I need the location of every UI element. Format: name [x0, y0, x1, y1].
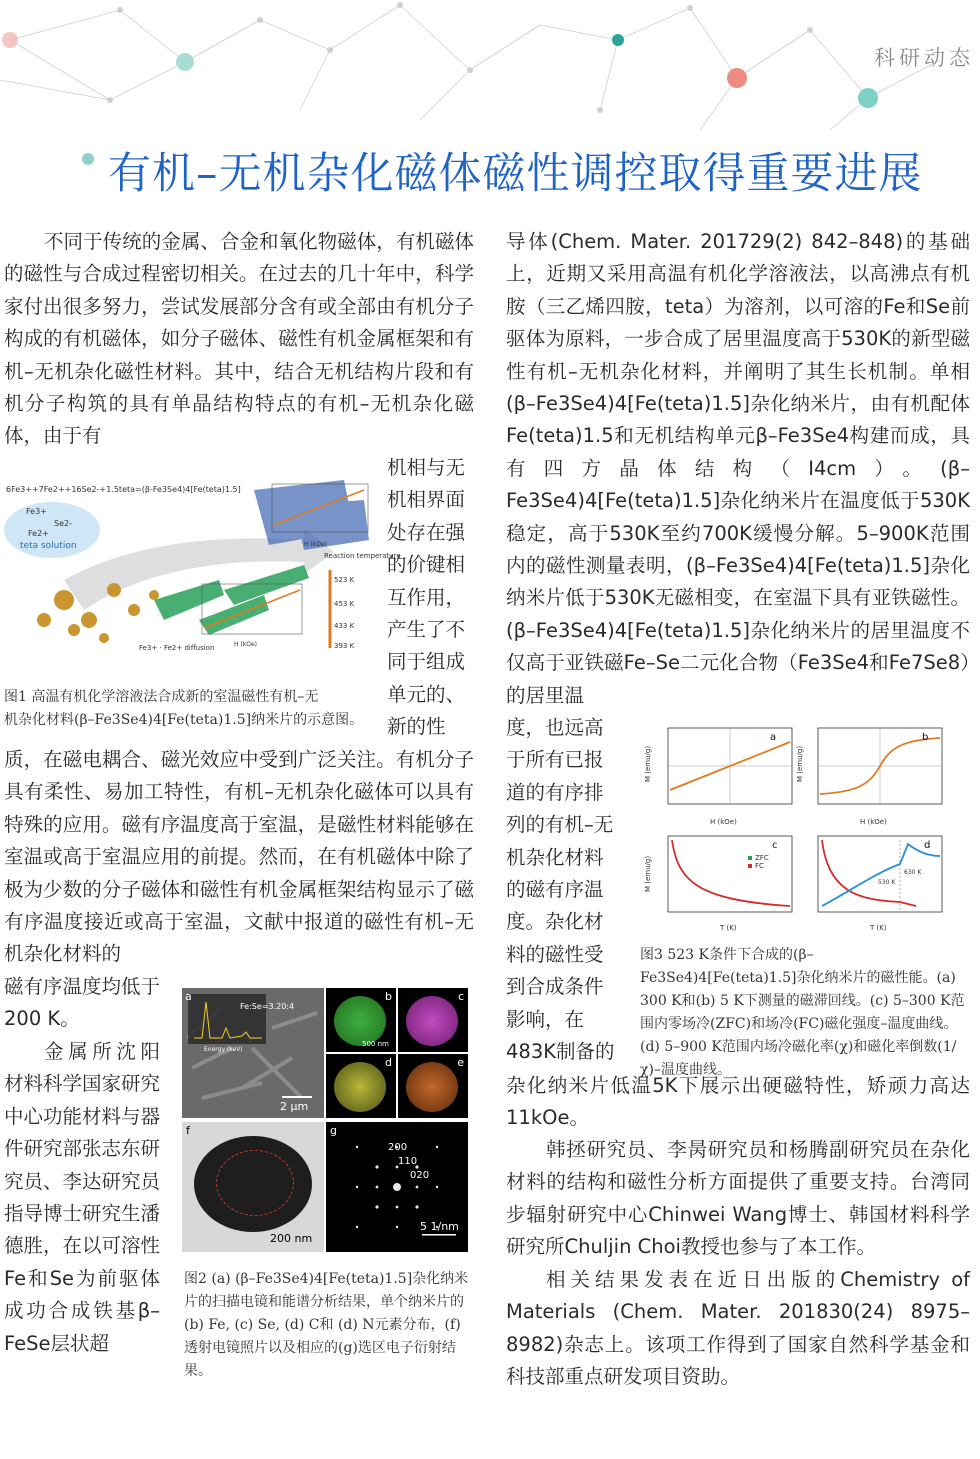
fig3-b-ylabel: M (emu/g) — [796, 745, 804, 782]
fig1-temp-3: 433 K — [334, 622, 355, 630]
fig2-energy: Energy (keV) — [204, 1046, 243, 1053]
fig3-panel-a — [644, 728, 792, 826]
fig3-label-b: b — [922, 732, 929, 743]
figure-2-caption: 图2 (a) (β–Fe3Se4)4[Fe(teta)1.5]杂化纳米片的扫描电镜和能谱分析结果，单个纳米片的(b) Fe, (c) Se, (d) C和 (d) N元素分布，(f)透射电镜照片以及相应的(g)选区电子衍射结果。 — [184, 1271, 469, 1379]
fig1-ion-se: Se2- — [54, 519, 72, 528]
fig1-equation: 6Fe3++7Fe2++16Se2-+1.5teta=(β-Fe3Se4)4[Fe(teta)1.5] — [6, 485, 241, 494]
fig3-c-ylabel: M (emu/g) — [644, 855, 652, 892]
fig2-spot-020: 020 — [410, 1170, 430, 1181]
right-para-2: 韩拯研究员、李昺研究员和杨腾副研究员在杂化材料的结构和磁性分析方面提供了重要支持。台湾同步辐射研究中心Chinwei Wang博士、韩国材料科学研究所Chuljin Choi教授也参与了本工作。 — [506, 1138, 970, 1259]
fig1-ion-fe3: Fe3+ — [26, 507, 47, 516]
fig2-scale-b: 500 nm — [362, 1040, 389, 1048]
article-title: 有机–无机杂化磁体磁性调控取得重要进展 — [108, 149, 923, 199]
figure-2-micrographs — [182, 988, 468, 1252]
fig2-ratio: Fe:Se=3.20:4 — [240, 1002, 295, 1011]
fig2-panel-e — [398, 1054, 468, 1118]
fig1-diffusion: Fe3+ · Fe2+ diffusion — [139, 644, 215, 652]
fig2-panel-b — [326, 988, 396, 1052]
fig1-temp-1: 523 K — [334, 576, 355, 584]
fig1-caption-l2: 机杂化材料(β–Fe3Se4)4[Fe(teta)1.5]纳米片的示意图。 — [4, 712, 364, 728]
fig1-axis: H (kOe) — [234, 641, 257, 648]
fig3-630k: 630 K — [904, 869, 922, 876]
fig1-temp-4: 393 K — [334, 642, 355, 650]
left-para-1: 不同于传统的金属、合金和氧化物磁体，有机磁体的磁性与合成过程密切相关。在过去的几十年中，科学家付出很多努力，尝试发展部分含有或全部由有机分子构成的有机磁体，如分子磁体、磁性有机金属框架和有机–无机杂化磁性材料。其中，结合无机结构片段和有机分子构筑的具有单晶结构特点的有机–无机杂化磁体，由于有 — [4, 230, 474, 448]
fig3-fc: FC — [755, 862, 764, 870]
figure-3-caption: 图3 523 K条件下合成的(β–Fe3Se4)4[Fe(teta)1.5]杂化纳米片的磁性能。(a) 300 K和(b) 5 K下测量的磁滞回线。(c) 5–300 K范围内零场冷(ZFC)和场冷(FC)磁化强度–温度曲线。(d) 5–900 K范围内场冷磁化率(χ)和磁化率倒数(1/χ)–温度曲线。 — [640, 947, 965, 1078]
fig2-panel-a — [182, 988, 324, 1118]
fig2-label-e: e — [457, 1056, 464, 1069]
right-para-3: 相关结果发表在近日出版的Chemistry of Materials (Chem. Mater. 201830(24) 8975–8982)杂志上。该项工作得到了国家自然科学基金和科技部重点研发项目资助。 — [506, 1268, 970, 1389]
figure-1-caption — [4, 686, 384, 732]
fig2-label-a: a — [185, 990, 192, 1003]
fig2-spot-200: 200 — [388, 1142, 408, 1153]
title-bullet — [82, 153, 94, 165]
fig1-axis-top: H (kOe) — [304, 541, 327, 548]
fig1-reaction-label: Reaction temperature — [324, 552, 401, 560]
fig2-label-b: b — [385, 990, 392, 1003]
fig1-solution-label: teta solution — [20, 541, 77, 551]
fig2-scale-a: 2 μm — [280, 1100, 309, 1113]
fig3-530k: 530 K — [878, 879, 896, 886]
fig2-panel-c — [398, 988, 468, 1052]
section-label: 科研动态 — [874, 46, 974, 70]
fig3-a-xlabel: H (kOe) — [710, 818, 737, 826]
figure-3-magnetic-plots — [638, 722, 970, 932]
fig2-panel-g — [326, 1122, 468, 1252]
fig3-panel-b — [796, 728, 942, 826]
fig1-ion-fe2: Fe2+ — [28, 529, 49, 538]
network-decoration — [0, 0, 980, 140]
fig2-panel-f — [182, 1122, 324, 1252]
figure-1-schematic — [4, 470, 401, 658]
fig1-caption-l1: 图1 高温有机化学溶液法合成新的室温磁性有机–无 — [4, 689, 319, 705]
left-para-1-side: 机相与无机相界面处存在强的价键相互作用，产生了不同于组成单元的、新的性 — [387, 456, 466, 739]
fig3-zfc: ZFC — [755, 854, 769, 862]
fig2-scale-f: 200 nm — [270, 1232, 313, 1245]
fig1-temp-2: 453 K — [334, 600, 355, 608]
fig3-d-xlabel: T (K) — [870, 924, 887, 932]
fig2-scale-g: 5 1/nm — [420, 1220, 459, 1233]
fig3-a-ylabel: M (emu/g) — [644, 745, 652, 782]
right-para-1-tail: 杂化纳米片低温5K下展示出硬磁特性，矫顽力高达11kOe。 — [506, 1074, 970, 1130]
left-para-2: 质，在磁电耦合、磁光效应中受到广泛关注。有机分子具有柔性、易加工特性，有机–无机杂化磁体可以具有特殊的应用。磁有序温度高于室温，是磁性材料能够在室温或高于室温应用的前提。然而，在有机磁体中除了极为少数的分子磁体和磁性有机金属框架结构显示了磁有序温度接近或高于室温，文献中报道的磁性有机–无机杂化材料的 — [4, 748, 474, 966]
fig3-b-xlabel: H (kOe) — [860, 818, 887, 826]
right-para-1: 导体(Chem. Mater. 201729(2) 842–848)的基础上，近期又采用高温有机化学溶液法，以高沸点有机胺（三乙烯四胺，teta）为溶剂，以可溶的Fe和Se前驱体为原料，一步合成了居里温度高于530K的新型磁性有机–无机杂化材料，并阐明了其生长机制。单相(β–Fe3Se4)4[Fe(teta)1.5]杂化纳米片，由有机配体Fe(teta)1.5和无机结构单元β–Fe3Se4构建而成，具有四方晶体结构（I4cm）。(β–Fe3Se4)4[Fe(teta)1.5]杂化纳米片在温度低于530K稳定，高于530K至约700K缓慢分解。5–900K范围内的磁性测量表明，(β–Fe3Se4)4[Fe(teta)1.5]杂化纳米片低于530K无磁相变，在室温下具有亚铁磁性。(β–Fe3Se4)4[Fe(teta)1.5]杂化纳米片的居里温度不仅高于亚铁磁Fe–Se二元化合物（Fe3Se4和Fe7Se8）的居里温 — [506, 230, 970, 707]
fig3-label-c: c — [772, 840, 778, 851]
fig3-panel-d — [818, 836, 942, 932]
fig3-panel-c — [644, 836, 792, 932]
fig3-label-a: a — [770, 732, 777, 743]
fig2-label-c: c — [457, 990, 464, 1003]
fig3-label-d: d — [924, 840, 931, 851]
fig2-label-d: d — [385, 1056, 392, 1069]
right-para-1-side: 度，也远高于所有已报道的有序排列的有机–无机杂化材料的磁有序温度。杂化材料的磁性受到合成条件影响，在483K制备的 — [506, 716, 615, 1064]
fig2-panel-d — [326, 1054, 396, 1118]
left-para-2-tail: 磁有序温度均低于200 K。 — [4, 975, 161, 1031]
fig3-c-xlabel: T (K) — [720, 924, 737, 932]
fig2-label-f: f — [186, 1124, 190, 1137]
fig2-label-g: g — [330, 1124, 337, 1137]
left-para-3: 金属所沈阳材料科学国家研究中心功能材料与器件研究部张志东研究员、李达研究员指导博士研究生潘德胜，在以可溶性Fe和Se为前驱体成功合成铁基β–FeSe层状超 — [4, 1040, 161, 1355]
fig2-spot-110: 110 — [398, 1156, 418, 1167]
